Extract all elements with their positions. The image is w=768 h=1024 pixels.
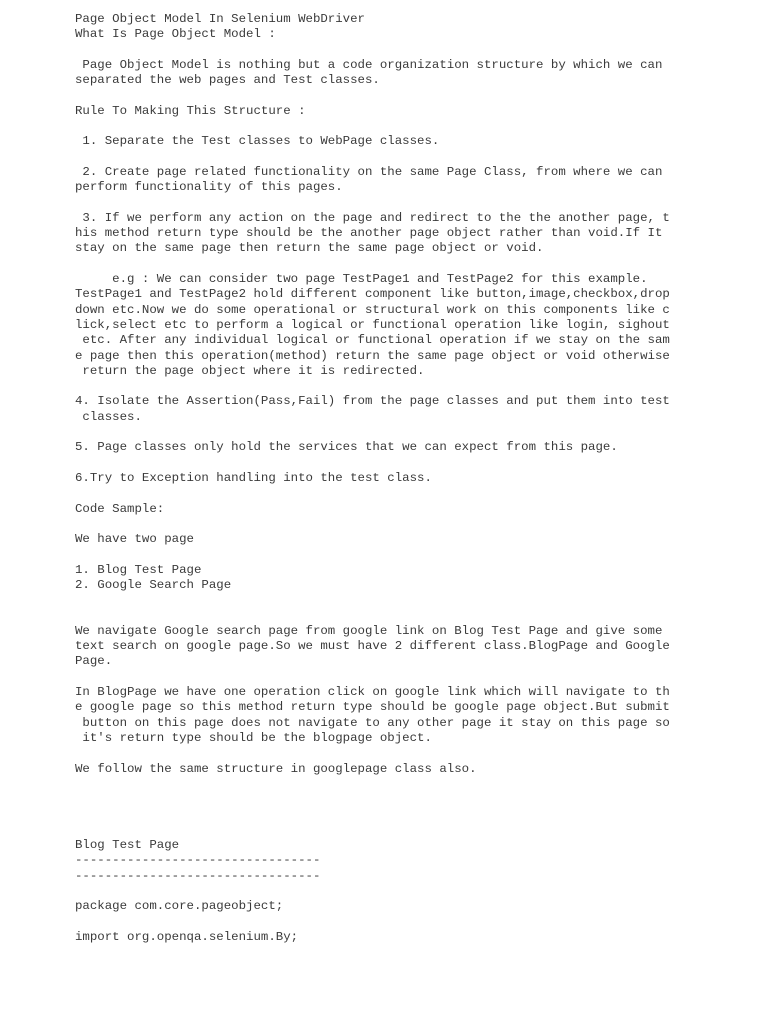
document-line (75, 88, 755, 103)
document-line: e page then this operation(method) return the same page object or void otherwise (75, 348, 670, 363)
document-line: button on this page does not navigate to any other page it stay on this page so (75, 715, 670, 730)
document-line: 2. Google Search Page (75, 577, 232, 592)
document-line (75, 425, 755, 440)
document-line (75, 379, 755, 394)
document-line: Blog Test Page (75, 838, 180, 853)
document-line: package com.core.pageobject; (75, 899, 284, 914)
document-line: 6.Try to Exception handling into the test class. (75, 470, 432, 485)
document-line: lick,select etc to perform a logical or functional operation like login, sighout (75, 317, 670, 332)
document-line: Page Object Model is nothing but a code organization structure by which we can (75, 57, 663, 72)
document-line: TestPage1 and TestPage2 hold different component like button,image,checkbox,drop (75, 287, 670, 302)
document-line (75, 43, 755, 58)
document-line: 3. If we perform any action on the page and redirect to the the another page, t (75, 210, 670, 225)
document-line (75, 257, 755, 272)
document-line: separated the web pages and Test classes. (75, 73, 380, 88)
document-line: it's return type should be the blogpage object. (75, 730, 432, 745)
document-line: his method return type should be the another page object rather than void.If It (75, 226, 663, 241)
document-text (75, 12, 755, 945)
document-line (75, 456, 755, 471)
document-line: etc. After any individual logical or functional operation if we stay on the sam (75, 333, 670, 348)
document-line: Code Sample: (75, 501, 165, 516)
document-line (75, 670, 755, 685)
document-line (75, 823, 755, 838)
document-line: We have two page (75, 532, 194, 547)
document-line: --------------------------------- (75, 853, 321, 868)
document-line: perform functionality of this pages. (75, 180, 343, 195)
document-line: We navigate Google search page from google link on Blog Test Page and give some (75, 623, 663, 638)
document-line: --------------------------------- (75, 868, 321, 883)
document-line: 5. Page classes only hold the services that we can expect from this page. (75, 440, 618, 455)
document-line: down etc.Now we do some operational or structural work on this components like c (75, 302, 670, 317)
document-line (75, 746, 755, 761)
document-line: Page Object Model In Selenium WebDriver (75, 12, 365, 26)
document-line: return the page object where it is redirected. (75, 363, 425, 378)
document-line (75, 609, 755, 624)
document-line: In BlogPage we have one operation click on google link which will navigate to th (75, 685, 670, 700)
document-line (75, 807, 755, 822)
document-line: classes. (75, 409, 142, 424)
document-line: 1. Separate the Test classes to WebPage classes. (75, 134, 440, 149)
document-line: stay on the same page then return the same page object or void. (75, 241, 544, 256)
document-line (75, 792, 755, 807)
document-line (75, 593, 755, 608)
document-line (75, 486, 755, 501)
document-line (75, 777, 755, 792)
document-line (75, 547, 755, 562)
document-line: 4. Isolate the Assertion(Pass,Fail) from the page classes and put them into test (75, 394, 670, 409)
document-line (75, 196, 755, 211)
document-line: 1. Blog Test Page (75, 562, 202, 577)
document-line (75, 517, 755, 532)
document-line: text search on google page.So we must have 2 different class.BlogPage and Google (75, 639, 670, 654)
document-line (75, 150, 755, 165)
document-line: We follow the same structure in googlepage class also. (75, 761, 477, 776)
document-line (75, 119, 755, 134)
document-line: e.g : We can consider two page TestPage1 and TestPage2 for this example. (75, 272, 648, 287)
document-line: import org.openqa.selenium.By; (75, 929, 299, 944)
document-line: What Is Page Object Model : (75, 27, 276, 42)
document-line: Page. (75, 654, 113, 669)
document-line: Rule To Making This Structure : (75, 103, 306, 118)
document-line: 2. Create page related functionality on the same Page Class, from where we can (75, 164, 663, 179)
document-line (75, 915, 755, 930)
document-line: e google page so this method return type should be google page object.But submit (75, 700, 670, 715)
document-line (75, 884, 755, 899)
